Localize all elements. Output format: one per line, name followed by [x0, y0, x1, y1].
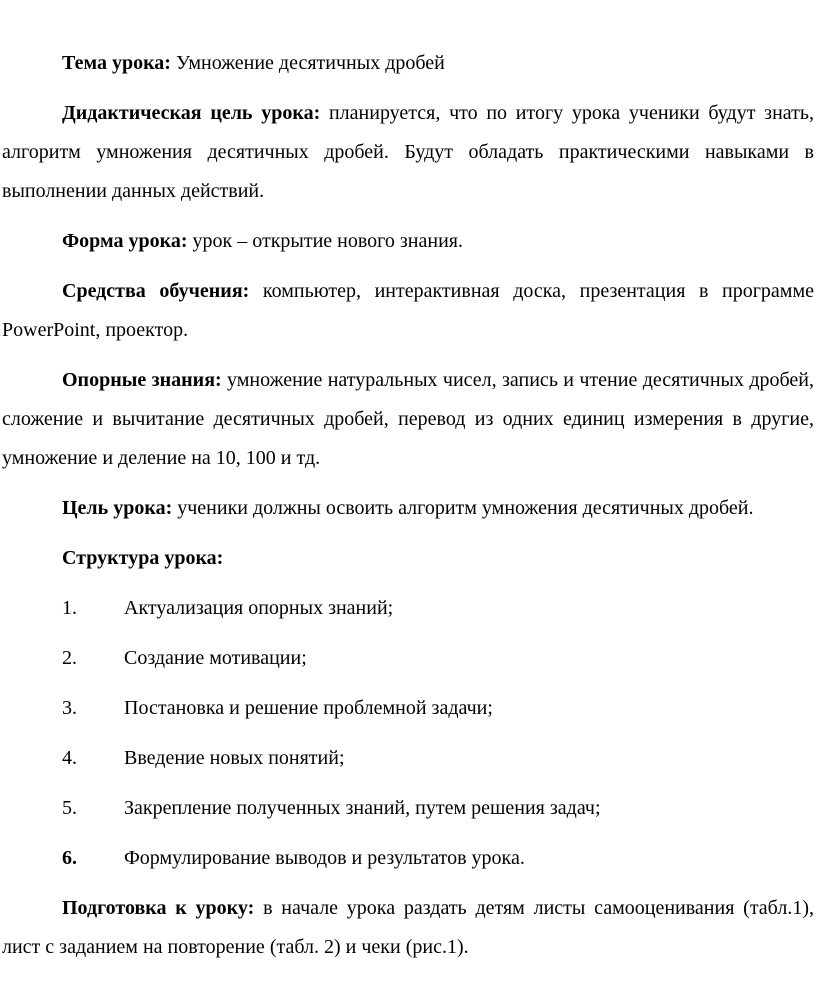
list-item-number: 2. [62, 647, 77, 669]
structure-heading-paragraph [2, 539, 814, 578]
list-item [2, 739, 814, 778]
list-item [2, 839, 814, 878]
list-item-text: Постановка и решение проблемной задачи; [124, 697, 493, 719]
list-item-text: Формулирование выводов и результатов урока. [124, 847, 525, 869]
document-page [0, 44, 816, 978]
list-item-number: 6. [62, 847, 77, 869]
list-item [2, 789, 814, 828]
structure-list [2, 589, 814, 878]
base-knowledge-text: умножение натуральных чисел, запись и чтение десятичных дробей, сложение и вычитание десятичных дробей, перевод из одних единиц измерения в другие, умножение и деление на 10, 100 и тд. [2, 369, 814, 469]
topic-label: Тема урока: [62, 52, 171, 74]
list-item-text: Создание мотивации; [124, 647, 307, 669]
list-item-number: 4. [62, 747, 77, 769]
base-knowledge-paragraph [2, 361, 814, 478]
list-item-number: 3. [62, 697, 77, 719]
lesson-aim-label: Цель урока: [62, 497, 173, 519]
lesson-form-label: Форма урока: [62, 230, 188, 252]
preparation-text: в начале урока раздать детям листы самооценивания (табл.1), лист с заданием на повторение (табл. 2) и чеки (рис.1). [2, 897, 815, 958]
list-item [2, 639, 814, 678]
base-knowledge-label: Опорные знания: [62, 369, 222, 391]
preparation-label: Подготовка к уроку: [62, 897, 255, 919]
list-item-text: Введение новых понятий; [124, 747, 345, 769]
list-item [2, 689, 814, 728]
preparation-paragraph [2, 889, 814, 967]
lesson-form-paragraph [2, 222, 814, 261]
teaching-tools-paragraph [2, 272, 814, 350]
list-item [2, 589, 814, 628]
list-item-number: 5. [62, 797, 77, 819]
didactic-goal-paragraph [2, 94, 814, 211]
didactic-goal-text: планируется, что по итогу урока ученики будут знать, алгоритм умножения десятичных дробей. Будут обладать практическими навыками в выполнении данных действий. [2, 102, 814, 202]
lesson-aim-text: ученики должны освоить алгоритм умножения десятичных дробей. [172, 497, 754, 519]
lesson-aim-paragraph [2, 489, 814, 528]
didactic-goal-label: Дидактическая цель урока: [62, 102, 321, 124]
structure-label: Структура урока: [62, 547, 224, 569]
topic-paragraph [2, 44, 814, 83]
list-item-text: Закрепление полученных знаний, путем решения задач; [124, 797, 601, 819]
list-item-number: 1. [62, 597, 77, 619]
list-item-text: Актуализация опорных знаний; [124, 597, 394, 619]
teaching-tools-label: Средства обучения: [62, 280, 250, 302]
lesson-form-text: урок – открытие нового знания. [187, 230, 463, 252]
teaching-tools-text: компьютер, интерактивная доска, презентация в программе PowerPoint, проектор. [2, 280, 814, 341]
topic-text: Умножение десятичных дробей [170, 52, 445, 74]
